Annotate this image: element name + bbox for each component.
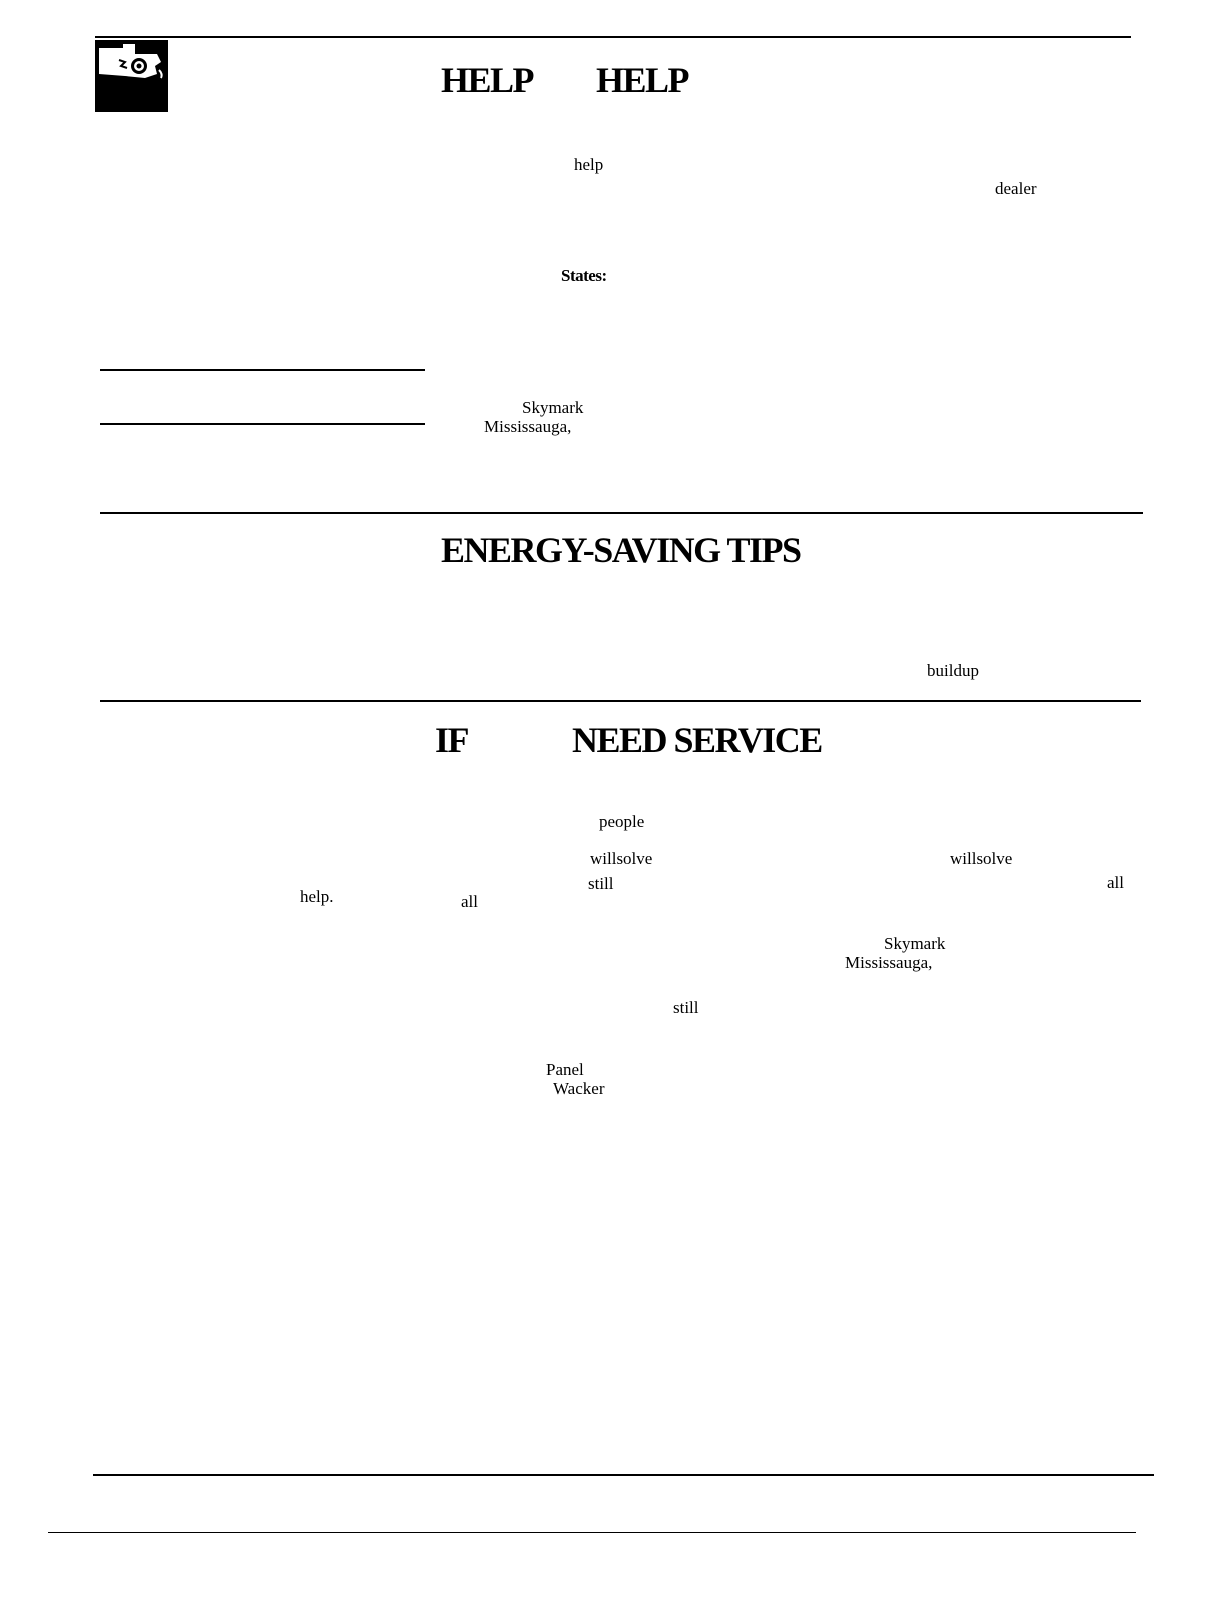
- word-skymark: Skymark: [522, 398, 584, 417]
- top-rule: [95, 36, 1131, 38]
- section-divider-1: [100, 512, 1143, 514]
- word-buildup: buildup: [927, 661, 979, 680]
- word-panel: Panel: [546, 1060, 584, 1079]
- heading-energy-saving-tips: ENERGY-SAVING TIPS: [441, 530, 801, 570]
- word-all-1: all: [1107, 873, 1124, 892]
- word-help-period: help.: [300, 887, 334, 906]
- word-mississauga-2: Mississauga,: [845, 953, 933, 972]
- word-states: States:: [561, 266, 607, 285]
- bottom-rule: [93, 1474, 1154, 1476]
- word-dealer: dealer: [995, 179, 1037, 198]
- word-still-1: still: [588, 874, 614, 893]
- word-skymark-2: Skymark: [884, 934, 946, 953]
- heading-if: IF: [435, 720, 468, 760]
- heading-need-service: NEED SERVICE: [572, 720, 822, 760]
- word-people: people: [599, 812, 645, 831]
- blank-line-1: [100, 369, 425, 371]
- word-wacker: Wacker: [553, 1079, 605, 1098]
- footer-rule: [48, 1532, 1136, 1533]
- blank-line-2: [100, 423, 425, 425]
- word-willsolve-2: willsolve: [950, 849, 1013, 868]
- word-help: help: [574, 155, 604, 174]
- word-all-2: all: [461, 892, 478, 911]
- word-willsolve-1: willsolve: [590, 849, 653, 868]
- appliance-help-icon: [95, 40, 168, 112]
- section-logo: [95, 40, 168, 112]
- word-still-2: still: [673, 998, 699, 1017]
- word-mississauga: Mississauga,: [484, 417, 572, 436]
- heading-help-right: HELP: [596, 60, 689, 100]
- heading-help-left: HELP: [441, 60, 534, 100]
- section-divider-2: [100, 700, 1141, 702]
